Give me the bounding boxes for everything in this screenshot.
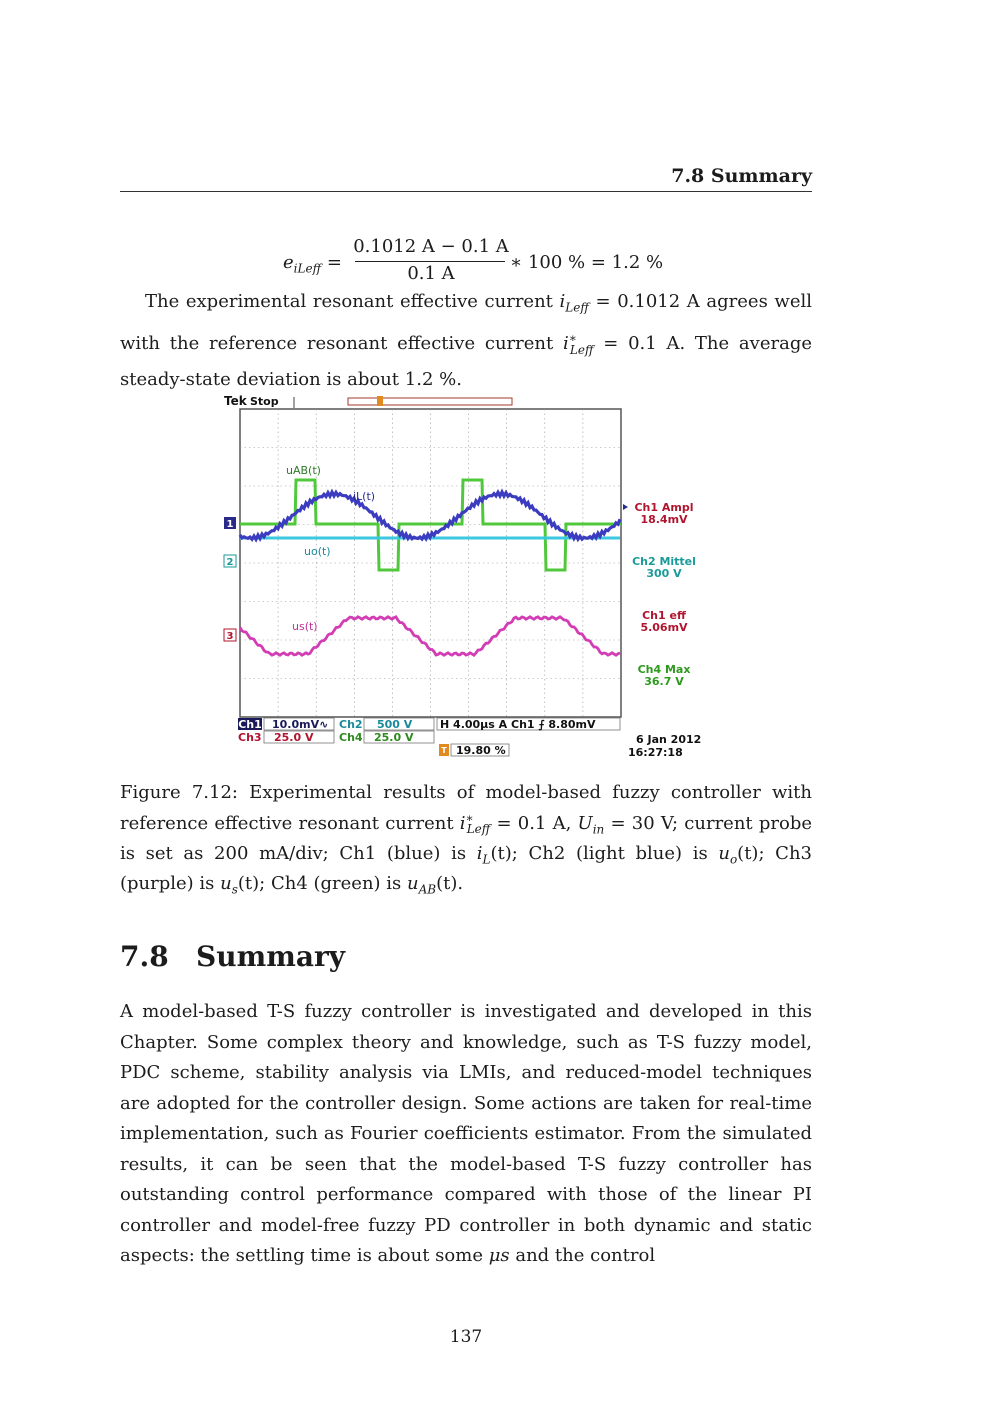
caption-var [407,872,437,897]
header-rule [120,191,812,192]
para1-var-2 [562,331,594,357]
caption-var-symbol: U [577,812,593,834]
scope-state: Stop [250,395,279,408]
para1-var-2-sub: Leff [569,342,594,357]
caption-var-symbol: u [718,842,730,864]
ch3-status-label: Ch3 [238,731,262,744]
para1-var-2-sup: ∗ [568,331,577,346]
para1-var-1-sub: Leff [565,300,589,315]
caption-var-symbol: i [476,842,483,864]
caption-text: (t); Ch2 (light blue) is [490,842,719,864]
caption-var [476,842,491,867]
equation-lhs-subscript: iLeff [293,261,322,276]
para1-text-3: = 0.1 A. The average steady-state deviation is about 1.2 %. [120,333,812,391]
label-uab: uAB(t) [286,464,321,477]
measurement-panel [632,501,696,688]
section-number: 7.8 [120,940,169,973]
oscilloscope-screenshot [222,392,712,762]
running-head: 7.8 Summary [671,165,812,187]
caption-var-sub: s [231,882,238,897]
ch1-trigger-level-arrow [623,504,628,510]
summary-text-1: A model-based T-S fuzzy controller is investigated and developed in this Chapter. Some complex theory and knowledge, such as T-S fuzzy model, PDC scheme, stability analysis via LMIs, and reduced-model techniques are adopted for the controller design. Some actions are taken for real-time implementation, such as Fourier coefficients estimator. From the simulated results, it can be seen that the model-based T-S fuzzy controller has outstanding control performance compared with those of the linear PI controller and model-free fuzzy PD controller in both dynamic and static aspects: the settling time is about some [120,1001,812,1266]
caption-var-sub: Leff [466,822,491,837]
equation-lhs [283,252,342,276]
para1-var-1 [559,291,589,315]
caption-var [718,842,738,867]
paragraph-summary [120,997,812,1272]
ch2-status-label: Ch2 [339,718,363,731]
trigger-pos-icon-label: T [441,746,447,755]
caption-var-sub: in [592,822,605,837]
measurement-value: 5.06mV [640,621,688,634]
measurement-name: Ch2 Mittel [632,555,696,568]
ch4-status-label: Ch4 [339,731,363,744]
page-number: 137 [449,1327,483,1347]
paragraph-result [120,287,812,396]
caption-var [459,810,491,837]
section-title: Summary [196,940,345,973]
ch3-marker-label: 3 [226,631,234,642]
scope-time: 16:27:18 [628,746,683,759]
measurement-value: 18.4mV [640,513,688,526]
caption-var-sub: L [482,852,491,867]
caption-text: (t); Ch4 (green) is [237,872,408,894]
caption-text: = 30 V; current probe is set as 200 mA/div; Ch1 (blue) is [120,812,812,864]
para1-text-1: The experimental resonant effective current [145,291,560,312]
label-uo: uo(t) [304,545,331,558]
caption-var [577,812,605,837]
ch1-status-label: Ch1 [238,718,262,731]
caption-var-symbol: u [220,872,232,894]
caption-var-symbol: u [407,872,419,894]
label-us: us(t) [292,620,318,633]
caption-text: = 0.1 A, [490,812,578,834]
ch2-scale: 500 V [377,718,413,731]
caption-text: (t). [436,872,464,894]
timebase: H 4.00μs A Ch1 ⨍ 8.80mV [440,718,596,731]
record-window [348,398,512,405]
scope-brand: Tek [224,394,247,408]
ch2-marker-label: 2 [226,557,234,568]
ch1-scale: 10.0mV∿ [272,718,329,731]
caption-var [220,872,238,897]
equation-denominator: 0.1 A [407,263,455,284]
trigger-pos: 19.80 % [456,744,506,757]
equation-rhs: ∗ 100 % = 1.2 % [510,252,664,273]
caption-text: (t); Ch3 (purple) is [120,842,812,894]
equation-lhs-symbol: e [283,252,294,273]
para1-var-1-symbol: i [559,291,566,312]
summary-mu-symbol: μs [488,1245,510,1266]
caption-var-sup: ∗ [465,810,474,825]
measurement-name: Ch1 eff [642,609,686,622]
para1-text-2: = 0.1012 A agrees well with the reference resonant effective current [120,291,812,355]
caption-text: Experimental results of model-based fuzzy controller with reference effective resonant current [120,782,812,834]
measurement-value: 36.7 V [644,675,684,688]
ch3-scale: 25.0 V [274,731,314,744]
ch1-marker-label: 1 [226,519,234,530]
fraction-bar [355,261,505,262]
record-position [377,396,383,406]
summary-text-2: and the control [509,1245,656,1266]
equation-equals: = [326,252,342,273]
caption-var-symbol: i [459,812,466,834]
caption-label: Figure 7.12: [120,782,238,803]
measurement-value: 300 V [646,567,682,580]
scope-date: 6 Jan 2012 [636,733,702,746]
label-il: iL(t) [353,490,376,503]
figure-caption [120,781,812,902]
measurement-name: Ch1 Ampl [634,501,694,514]
equation-numerator: 0.1012 A − 0.1 A [353,236,509,257]
para1-var-2-symbol: i [562,333,569,355]
caption-var-sub: o [729,852,738,867]
caption-var-sub: AB [418,882,437,897]
ch4-scale: 25.0 V [374,731,414,744]
measurement-name: Ch4 Max [637,663,691,676]
